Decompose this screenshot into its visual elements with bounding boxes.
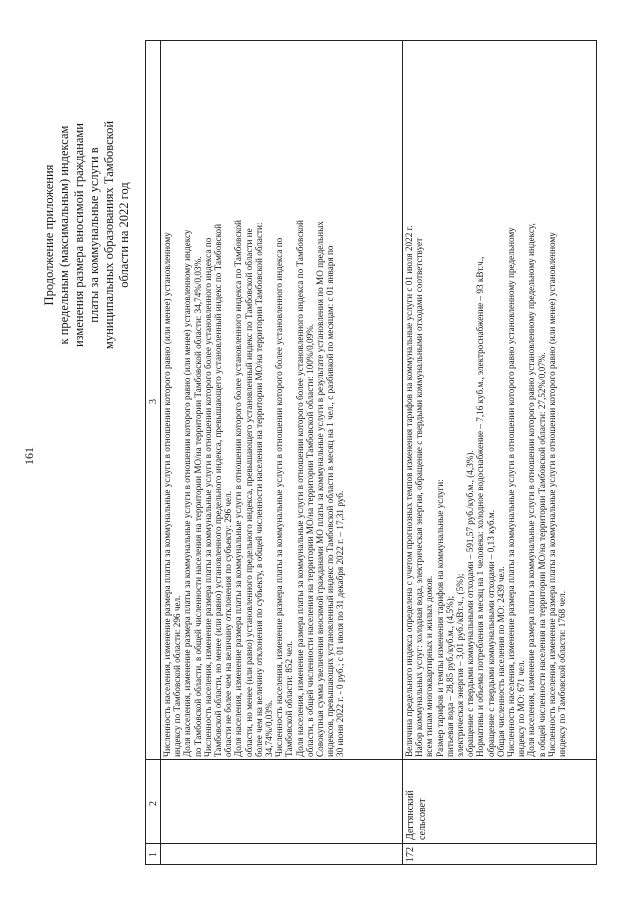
municipality-name: Дегтянский сельсовет <box>405 790 428 840</box>
header-line: к предельным (максимальным) индексам <box>57 125 71 345</box>
header-row-divider <box>160 41 161 864</box>
column-divider <box>146 759 596 760</box>
appendix-header <box>42 70 132 400</box>
continuation-cell-text: Численность населения, изменение размера платы за коммунальные услуги в отношении которого равно (или менее) установленному индексу по Тамбовской области: 296 чел. Доля населения, изменение размера платы за коммунальные услуги в отношении которого равно (или менее) установленному индексу по Тамбовской области, в общей численности населения на территории МО/на территории Тамбовской области: 34,74%/0,03%. Численность населения, изменение размера платы за коммунальные услуги в отношении которого более установленного индекса по Тамбовской области, но менее (или равно) установленного предельного индекса, превышающего установленный индекс по Тамбовской области не более чем на величину отклонения по субъекту: 296 чел. Доля населения, изменение размера платы за коммунальные услуги в отношении которого более установленного индекса по Тамбовской области, но менее (или равно) установленного предельного индекса, превышающего установленный индекс по Тамбовской области не более чем на величину отклонения по субъекту, в общей численности населения на территории МО/на территории Тамбовской области: 34,74%/0,03%. Численность населения, изменение размера платы за коммунальные услуги в отношении которого более установленного индекса по Тамбовской области: 852 чел. Доля населения, изменение размера платы за коммунальные услуги в отношении которого более установленного индекса по Тамбовской области, в общей численности населения на территории МО/на территории Тамбовской области: 100%/0,09%. Совокупная сумма увеличения вносимой гражданами МО платы за коммунальные услуги в результате установления по МО предельных индексов, превышающих установленный индекс по Тамбовской области в месяц на 1 чел., с разбивкой по месяцам: с 01 января по 30 июня 2022 г. - 0 руб.; с 01 июля по 31 декабря 2022 г. – 17,31 руб. <box>162 220 346 757</box>
column-header-3: 3 <box>148 399 159 404</box>
data-table <box>145 40 597 865</box>
column-header-2: 2 <box>148 801 159 806</box>
column-header-1: 1 <box>148 852 159 857</box>
page-number: 161 <box>22 447 36 465</box>
row-number: 172 <box>405 847 416 862</box>
row-cell-text: Величина предельного индекса определена с учетом прогнозных темпов изменения тарифов на коммунальные услуги с 01 июля 2022 г. Набор коммунальных услуг: холодная вода, электрическая энергия, обращение с твердыми коммунальными отходами соответствует всем типам многоквартирных и жилых домов. Размер тарифов и темпы изменения тарифов на коммунальные услуги: питьевая вода – 28,85 руб./куб.м., (4,5%); электрическая энергия – 3,01 руб./кВт.ч., (5%); обращение с твердыми коммунальными отходами – 591,57 руб./куб.м., (4,3%). Нормативы и объемы потребления в месяц на 1 человека: холодное водоснабжение – 7,16 куб.м., электроснабжение – 93 кВт.ч., обращение с твердыми коммунальными отходами – 0,13 куб.м. Общая численность населения по МО: 2439 чел. Численность населения, изменение размера платы за коммунальные услуги в отношении которого равно установленному предельному индексу по МО: 671 чел. Доля населения, изменение размера платы за коммунальные услуги в отношении которого равно установленному предельному индексу, в общей численности населения на территории МО/на территории Тамбовской области: 27,52%/0,07%. Численность населения, изменение размера платы за коммунальные услуги в отношении которого равно (или менее) установленному индексу по Тамбовской области: 1768 чел. <box>404 223 568 757</box>
column-divider <box>146 843 596 844</box>
header-line: изменения размера вносимой гражданами <box>72 123 86 348</box>
header-line: муниципальных образованиях Тамбовской <box>102 120 116 350</box>
header-line: платы за коммунальные услуги в <box>87 147 101 323</box>
header-line: Продолжение приложения <box>42 164 56 306</box>
header-line: области на 2022 год <box>117 182 131 288</box>
row-divider <box>402 41 403 864</box>
